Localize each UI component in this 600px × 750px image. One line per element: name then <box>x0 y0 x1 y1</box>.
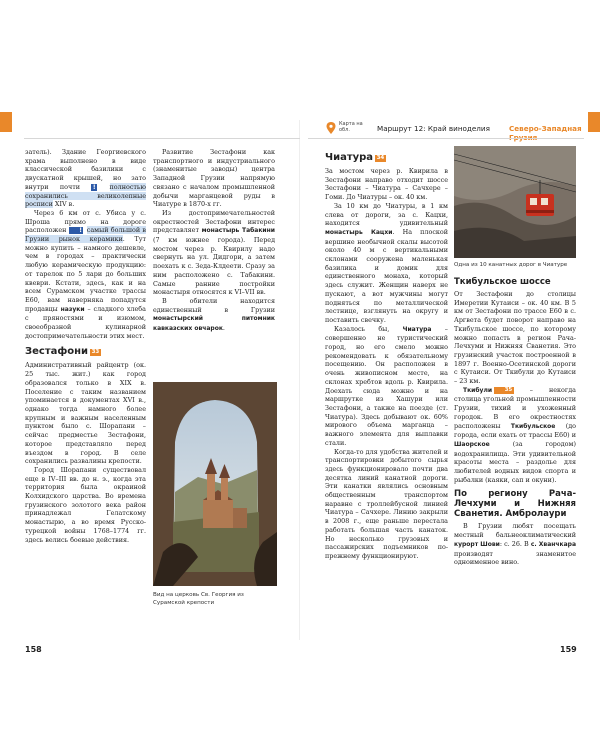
paragraph: За мостом через р. Квирила в Зестафони направо отходит шоссе Зестафони – Чиатура – Сачхере – Гоми. До Чиатуры – ок. 40 км. <box>325 167 448 202</box>
paragraph: За 10 км до Чиатуры, в 1 км слева от дороги, за с. Кацхи, находится удивительный монастырь Кацхи. На плоской вершине необычной скалы высотой около 40 м с вертикальными склонами сооружена маленькая базилика и домик для единственного монаха, который здесь служит. Женщин наверх не пускают, а вот мужчины могут подняться по металлической лестнице, взглянуть на округу и поставить свечку. <box>325 201 448 324</box>
section-heading-chiatura: Чиатура 34 <box>325 152 385 163</box>
right-column-2 <box>454 272 576 567</box>
highlighted-text: самый большой в Грузии рынок керамики <box>25 226 146 244</box>
section-heading-zestafoni: Зестафони 33 <box>25 346 100 358</box>
paragraph: Город Шорапани существовал еще в IV–III вв. до н. э., когда эта территория была окраиной Колхидского царства. Во времена грузинского золотого века район принадлежал Гелатскому монастырю, а во время Русско-турецкой войны 1768–1774 гг. здесь велись боевые действия. <box>25 465 146 544</box>
paragraph: Из достопримечательностей окрестностей Зестафони интерес представляет монастырь Табакини (7 км южнее города). Перед мостом через р. Квирилу надо свернуть на ул. Дидгори, а затем поехать к с. Зеда-Клдеети. Сразу за ним расположено с. Табакини. Самые ранние постройки монастыря относятся к VI–VII вв. <box>153 208 275 297</box>
paragraph: затель). Здание Георгиевского храма выполнено в виде классической базилики с двускатной крышей, но зато внутри почти ! полностью сохранились великолепные росписи XIV в. <box>25 148 146 209</box>
paragraph: Административный райцентр (ок. 25 тыс. жит.) как город образовался только в XIX в. Поселение с таким названием упоминается в документах XVI в., однако тогда намного более крупным и важным населенным пунктом было с. Шорапани – сейчас предместье Зестафони, которое представляло перед въездом в город. В селе сохранились развалины крепости. <box>25 361 146 466</box>
church-through-arch-image <box>153 382 277 586</box>
right-column-1 <box>325 146 448 561</box>
route-title: Маршрут 12: Край виноделия <box>377 124 490 133</box>
paragraph: Когда-то для удобства жителей и транспортировки добытого сырья здесь функционировало почти два десятка линий канатной дороги. Эти канатки являлись основным общественным транспортом наравне с троллейбусной линией Чиатура – Сачхере. Линию закрыли в 2008 г., еще раньше перестала работать большая часть канаток. Но несколько грузовых и пассажирских подъемников по-прежнему функционируют. <box>325 447 448 560</box>
must-see-icon: ! <box>92 183 96 191</box>
page-number-right: 159 <box>560 645 577 654</box>
paragraph: Ткибули 35 – некогда столица угольной промышленности Грузии, тихий и ухоженный городок. В его окрестностях расположены Ткибульское (до города, если ехать от трассы Е60) и Шаорское (за городом) водохранилища. Эти удивительной красоты места – раздолье для любителей водных видов спорта и рыбалки (каяки, сап и окуни). <box>454 385 576 484</box>
highlighted-text: полностью сохранились великолепные росписи <box>25 182 146 209</box>
section-heading-tkibuli-highway: Ткибульское шоссе <box>454 277 551 287</box>
photo-caption: Одна из 10 канатных дорог в Чиатуре <box>454 262 568 268</box>
left-column-2 <box>153 148 275 334</box>
must-see-icon: ! <box>69 227 84 234</box>
map-marker-number: 33 <box>91 349 100 356</box>
paragraph: Через 6 км от с. Убиса у с. Шроша прямо на дороге расположен ! самый большой в Грузии рынок керамики. Тут можно купить – намного дешевле, чем в городах – практически любую керамическую продукцию: от тарелок по 5 лари до больших квеври. Кстати, здесь, как и на всем Сурамском участке трассы Е60, вам наверняка попадутся продавцы назуки – сладкого хлеба с пряностями и изюмом, своеобразной кулинарной достопримечательности этих мест. <box>25 208 146 340</box>
cable-car-image <box>454 146 576 258</box>
map-marker-number: 34 <box>376 155 385 161</box>
paragraph: Казалось бы, Чиатура – совершенно не туристический город, но его смело можно рекомендовать к обязательному посещению. Он расположен в очень живописном месте, на склонах хребтов вдоль р. Квирила. Доехать сюда можно и на маршрутке из Хашури или Зестафони, а также на поезде (ст. Чиатура). Здесь добывают ок. 60% мирового объема марганца – важного элемента для выплавки стали. <box>325 324 448 447</box>
paragraph: В Грузии любят посещать местный бальнеоклиматический курорт Шови: с. 26. В с. Хванчкара производят знаменитое одноименное вино. <box>454 522 577 567</box>
photo-caption: Вид на церковь Св. Георгия из Сурамской крепости <box>153 592 244 606</box>
paragraph: От Зестафони до столицы Имеретии Кутаиси – ок. 40 км. В 5 км от Зестафони по трассе Е60 в с. Аргвета будет поворот направо на Ткибульское шоссе, по которому можно попасть в регион Рача-Лечхуми и Нижняя Сванетия. Это грузинский участок построенной в 1897 г. Военно-Осетинской дороги с Кутаиси. От Ткибули до Кутаиси – 23 км. <box>454 290 576 386</box>
cable-car-photo <box>454 146 576 258</box>
section-heading-racha-lechkhumi: По региону Рача-Лечхуми и Нижняя Сванетия. Амбролаури <box>454 489 576 520</box>
region-title: Северо-Западная <box>509 124 582 133</box>
church-photo <box>153 382 277 586</box>
map-marker-number: 35 <box>494 387 514 394</box>
right-page <box>300 0 600 750</box>
left-column-1 <box>25 148 146 544</box>
paragraph: В обители находится единственный в Грузии монастырский питомник кавказских овчарок. <box>153 296 275 333</box>
paragraph: Развитие Зестафони как транспортного и индустриального (знаменитые заводы) центра Западной Грузии напрямую связано с началом промышленной добычи марганцевой руды в Чиатуре в 1870-х гг. <box>153 148 275 209</box>
page-number-left: 158 <box>25 645 42 654</box>
map-reference-note: Карта на обл. <box>339 121 363 133</box>
